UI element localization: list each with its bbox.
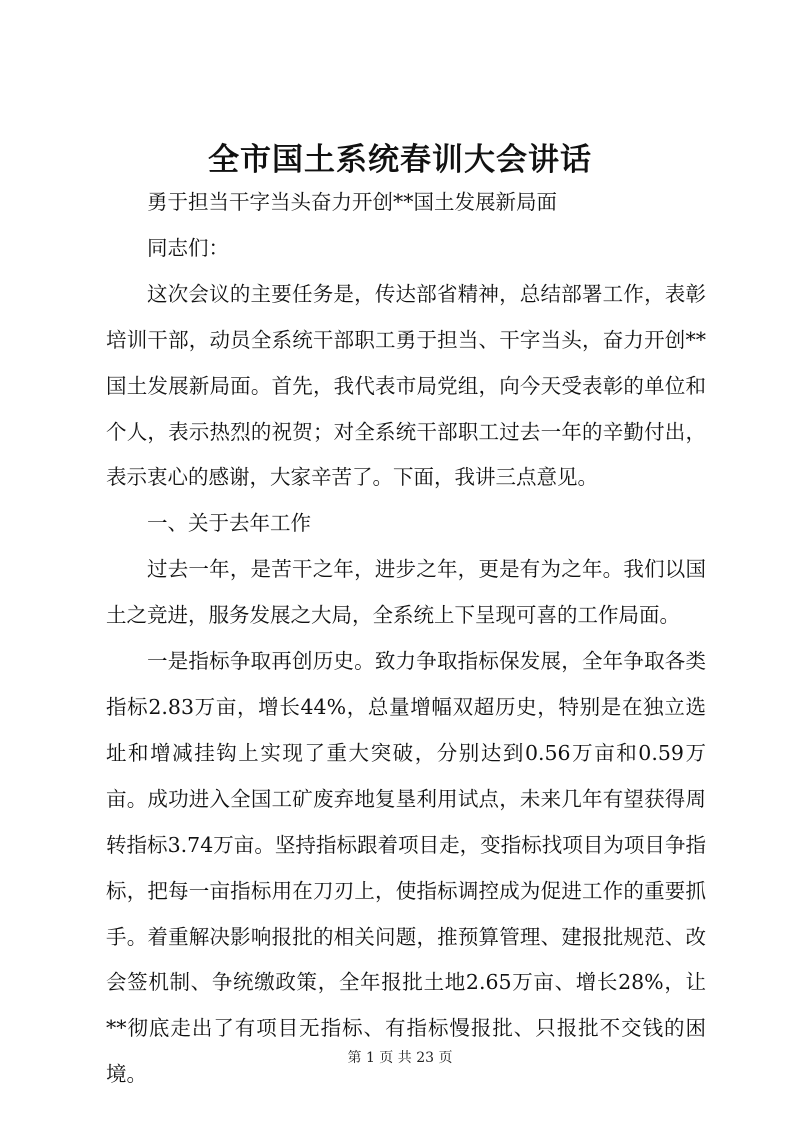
body-paragraph: 过去一年，是苦干之年，进步之年，更是有为之年。我们以国土之竞进，服务发展之大局，全系统上下呈现可喜的工作局面。	[106, 557, 706, 628]
body-paragraph: 这次会议的主要任务是，传达部省精神，总结部署工作，表彰培训干部，动员全系统干部职工勇于担当、干字当头，奋力开创**国土发展新局面。首先，我代表市局党组，向今天受表彰的单位和个人，表示热烈的祝贺；对全系统干部职工过去一年的辛勤付出，表示衷心的感谢，大家辛苦了。下面，我讲三点意见。	[106, 281, 706, 490]
page-number-footer: 第 1 页 共 23 页	[347, 1050, 453, 1066]
salutation-paragraph: 同志们：	[147, 235, 229, 260]
document-title: 全市国土系统春训大会讲话	[208, 142, 592, 178]
document-body	[106, 180, 706, 1098]
subtitle-paragraph: 勇于担当干字当头奋力开创**国土发展新局面	[147, 190, 557, 214]
body-paragraph: 一是指标争取再创历史。致力争取指标保发展，全年争取各类指标2.83万亩，增长44%，总量增幅双超历史，特别是在独立选址和增减挂钩上实现了重大突破，分别达到0.56万亩和0.59万亩。成功进入全国工矿废弃地复垦利用试点，未来几年有望获得周转指标3.74万亩。坚持指标跟着项目走，变指标找项目为项目争指标，把每一亩指标用在刀刃上，使指标调控成为促进工作的重要抓手。着重解决影响报批的相关问题，推预算管理、建报批规范、改会签机制、争统缴政策，全年报批土地2.65万亩、增长28%，让**彻底走出了有项目无指标、有指标慢报批、只报批不交钱的困境。	[106, 649, 706, 1087]
section-heading: 一、关于去年工作	[147, 511, 311, 536]
